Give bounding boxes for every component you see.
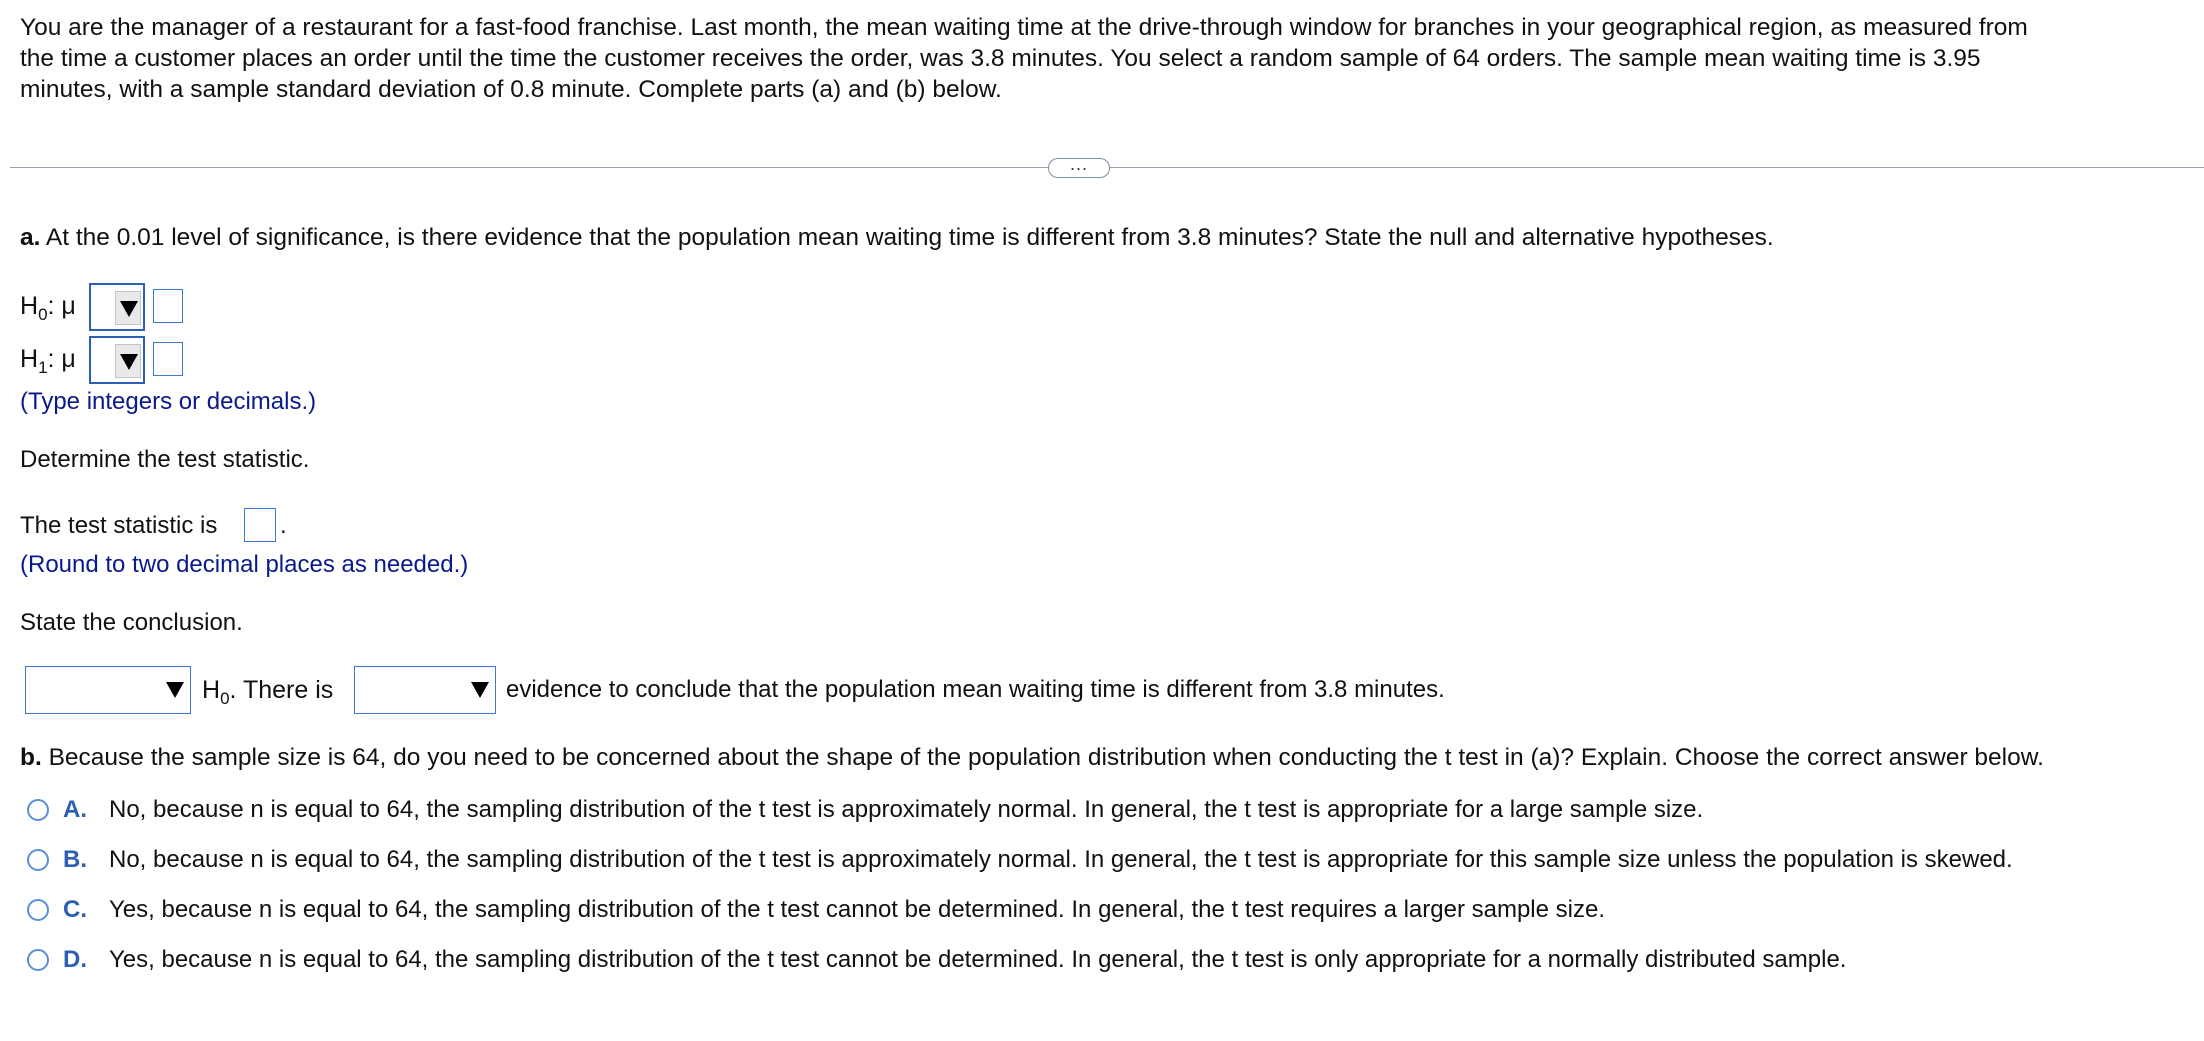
option-c-radio[interactable]	[27, 899, 49, 921]
h1-label	[20, 345, 76, 378]
conclusion-mid: . There is	[229, 676, 334, 704]
part-b-text: Because the sample size is 64, do you need to be concerned about the shape of the population distribution when conducting the t test in (a)? Explain. Choose the correct answer below.	[48, 744, 2044, 771]
conclusion-h-sub: 0	[220, 689, 230, 708]
h0-suffix: : μ	[47, 292, 76, 320]
part-b-prefix: b.	[20, 744, 42, 771]
conclusion-h0-text	[202, 676, 333, 709]
part-a-prefix: a.	[20, 224, 41, 251]
test-stat-prompt: Determine the test statistic.	[20, 446, 310, 473]
option-a-text[interactable]: No, because n is equal to 64, the sampling distribution of the t test is approximately normal. In general, the t test is appropriate for a large sample size.	[109, 796, 1704, 823]
option-d-letter: D.	[63, 946, 87, 973]
h0-operator-select[interactable]	[89, 283, 145, 331]
intro-line: You are the manager of a restaurant for a fast-food franchise. Last month, the mean waiting time at the drive-through window for branches in your geographical region, as measured from	[20, 14, 2028, 41]
h1-operator-select[interactable]	[89, 336, 145, 384]
h0-sub: 0	[38, 305, 48, 324]
h1-suffix: : μ	[47, 345, 76, 373]
h1-sub: 1	[38, 358, 48, 377]
option-b-text[interactable]: No, because n is equal to 64, the sampling distribution of the t test is approximately normal. In general, the t test is appropriate for this sample size unless the population is skewed.	[109, 846, 2013, 873]
intro-line: the time a customer places an order until the time the customer receives the order, was 3.8 minutes. You select a random sample of 64 orders. The sample mean waiting time is 3.95	[20, 45, 1981, 72]
expand-more-button[interactable]: ...	[1048, 158, 1110, 178]
test-stat-period: .	[280, 512, 287, 539]
h1-letter: H	[20, 345, 39, 373]
part-a-question	[20, 224, 1774, 252]
h0-letter: H	[20, 292, 39, 320]
option-b-letter: B.	[63, 846, 87, 873]
chevron-down-icon	[115, 291, 141, 325]
h1-value-input[interactable]	[153, 342, 183, 376]
conclusion-prompt: State the conclusion.	[20, 609, 243, 636]
chevron-down-icon	[467, 673, 493, 707]
evidence-select[interactable]	[354, 666, 496, 714]
h0-value-input[interactable]	[153, 289, 183, 323]
option-c-text[interactable]: Yes, because n is equal to 64, the sampling distribution of the t test cannot be determined. In general, the t test requires a larger sample size.	[109, 896, 1605, 923]
option-a-radio[interactable]	[27, 799, 49, 821]
chevron-down-icon	[115, 344, 141, 378]
conclusion-tail: evidence to conclude that the population mean waiting time is different from 3.8 minutes.	[506, 676, 1445, 703]
conclusion-h-letter: H	[202, 676, 221, 704]
option-a-letter: A.	[63, 796, 87, 823]
option-d-text[interactable]: Yes, because n is equal to 64, the sampling distribution of the t test cannot be determined. In general, the t test is only appropriate for a normally distributed sample.	[109, 946, 1847, 973]
option-c-letter: C.	[63, 896, 87, 923]
hint-type-integers: (Type integers or decimals.)	[20, 388, 317, 415]
option-d-radio[interactable]	[27, 949, 49, 971]
test-stat-label: The test statistic is	[20, 512, 218, 539]
intro-line: minutes, with a sample standard deviation of 0.8 minute. Complete parts (a) and (b) below.	[20, 76, 1002, 103]
test-stat-input[interactable]	[244, 508, 276, 542]
part-b-question	[20, 744, 2044, 772]
part-a-text: At the 0.01 level of significance, is there evidence that the population mean waiting time is different from 3.8 minutes? State the null and alternative hypotheses.	[45, 224, 1774, 251]
chevron-down-icon	[162, 673, 188, 707]
reject-decision-select[interactable]	[25, 666, 191, 714]
problem-intro	[20, 12, 2180, 105]
h0-label	[20, 292, 76, 325]
hint-round: (Round to two decimal places as needed.)	[20, 551, 469, 578]
option-b-radio[interactable]	[27, 849, 49, 871]
